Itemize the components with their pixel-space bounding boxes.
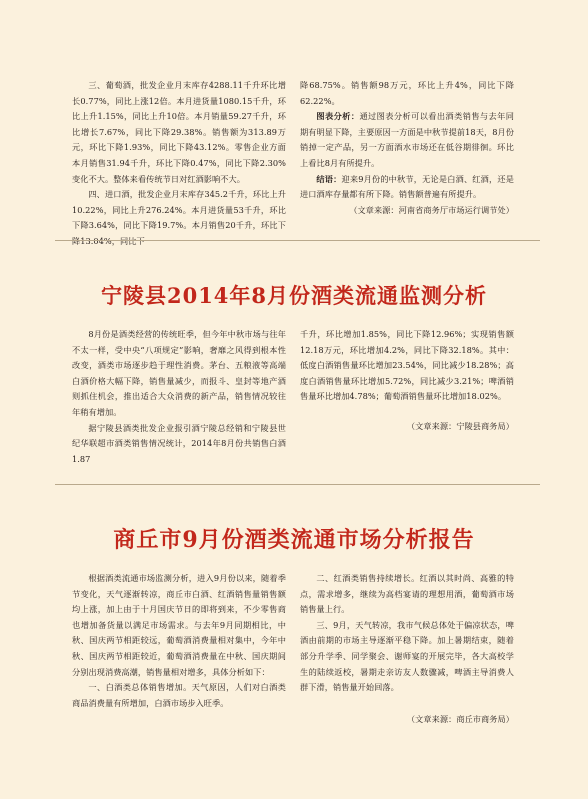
- article1-right-column: [300, 78, 514, 218]
- section-divider: [55, 240, 540, 241]
- article3-paragraph: 二、红酒类销售持续增长。红酒以其时尚、高雅的特点，需求增多，继续为高档宴请的理想用酒，葡萄酒市场销售量上行。: [300, 573, 514, 615]
- article3-left-column: [72, 571, 286, 711]
- article3-paragraph: 三、9月，天气转凉，我市气候总体处于偏凉状态，啤酒由前期的市场主导逐渐平稳下降。加上暑期结束，随着部分升学季、同学聚会、谢师宴的开展完毕，各大高校学生的陆续返校，暑期走亲访友人数骤减，啤酒主导消费人群下滑，销售量开始回落。: [300, 619, 514, 693]
- article1-source: （文章来源：河南省商务厅市场运行调节处）: [349, 204, 514, 215]
- article2-right-column: [300, 327, 514, 435]
- section-divider: [55, 484, 540, 485]
- analysis-text: 通过图表分析可以看出酒类销售与去年同期有明显下降，主要原因一方面是中秋节提前18天，8月份销掉一定产品，另一方面酒水市场还在低谷期徘徊。环比上看比8月有所提升。: [300, 111, 514, 168]
- article1-paragraph: 四、进口酒，批发企业月末库存345.2千升，环比上升10.22%，同比上升276.24%。本月进货量53千升，环比下降3.64%，同比下降19.7%。本月销售20千升，环比下降13.04%，同比下: [72, 189, 286, 246]
- article2-paragraph: 据宁陵县酒类批发企业报引酒宁陵总经销和宁陵县世纪华联超市酒类销售情况统计，2014年8月份共销售白酒1.87: [72, 422, 286, 464]
- article2-paragraph: 千升，环比增加1.85%，同比下降12.96%；实现销售额12.18万元，环比增加4.2%，同比下降32.18%。其中：低度白酒销售量环比增加23.54%，同比减少18.28%；高度白酒销售量环比增加5.72%，同比减少3.21%；啤酒销售量环比增加4.78%；葡萄酒销售量环比增加18.02%。: [300, 329, 514, 402]
- article3-paragraph: 根据酒类流通市场监测分析，进入9月份以来，随着季节变化，天气逐渐转凉，商丘市白酒、红酒销售量销售额均上涨，加上由于十月国庆节日的即将到来，不少零售商也增加备货量以满足市场需求。与去年9月同期相比，中秋、国庆两节相距较远，葡萄酒消费量相对集中，今年中秋、国庆两节相距较近，葡萄酒消费量在中秋、国庆期间分别出现消费高潮，销售量相对增多，具体分析如下：: [72, 573, 286, 677]
- article2-source: （文章来源：宁陵县商务局）: [406, 420, 514, 431]
- article2-paragraph: 8月份是酒类经营的传统旺季，但今年中秋市场与往年不太一样，受中央“八项规定”影响，奢靡之风得到根本性改变，酒类市场逐步趋于理性消费。茅台、五粮液等高端白酒价格大幅下降，销售量减少，而报斗、皇封等地产酒则抓住机会，推出适合大众消费的新产品，销售情况较往年稍有增加。: [72, 329, 286, 417]
- article3-source: （文章来源：商丘市商务局）: [406, 713, 514, 724]
- conclusion-label: 结语：: [316, 173, 342, 184]
- article3-title: 商丘市9月份酒类流通市场分析报告: [113, 527, 475, 553]
- article3-paragraph: 一、白酒类总体销售增加。天气原因，人们对白酒类商品消费量有所增加，白酒市场步入旺季。: [72, 682, 286, 708]
- conclusion-paragraph: [300, 172, 514, 203]
- article1-paragraph: 三、葡萄酒，批发企业月末库存4288.11千升环比增长0.77%，同比上涨12倍。本月进货量1080.15千升，环比上升1.15%，同比上升10倍。本月销量59.27千升，环比增长7.67%，同比下降29.38%。销售额为313.89万元，环比下降1.93%，同比下降43.12%。零售企业方面本月销售31.94千升，环比下降0.47%，同比下降2.30%变化不大。整体来看传统节日对红酒影响不大。: [72, 80, 286, 184]
- article3-right-column: [300, 571, 514, 727]
- article1-left-column: [72, 78, 286, 250]
- conclusion-text: 迎来9月份的中秋节，无论是白酒、红酒，还是进口酒库存量都有所下降。销售额普遍有所提升。: [300, 173, 514, 200]
- article2-left-column: [72, 327, 286, 467]
- article1-paragraph: 降68.75%。销售额98万元，环比上升4%，同比下降62.22%。: [300, 80, 514, 106]
- chart-analysis-paragraph: [300, 109, 514, 171]
- analysis-label: 图表分析：: [316, 111, 360, 122]
- article2-title: 宁陵县2014年8月份酒类流通监测分析: [100, 283, 488, 308]
